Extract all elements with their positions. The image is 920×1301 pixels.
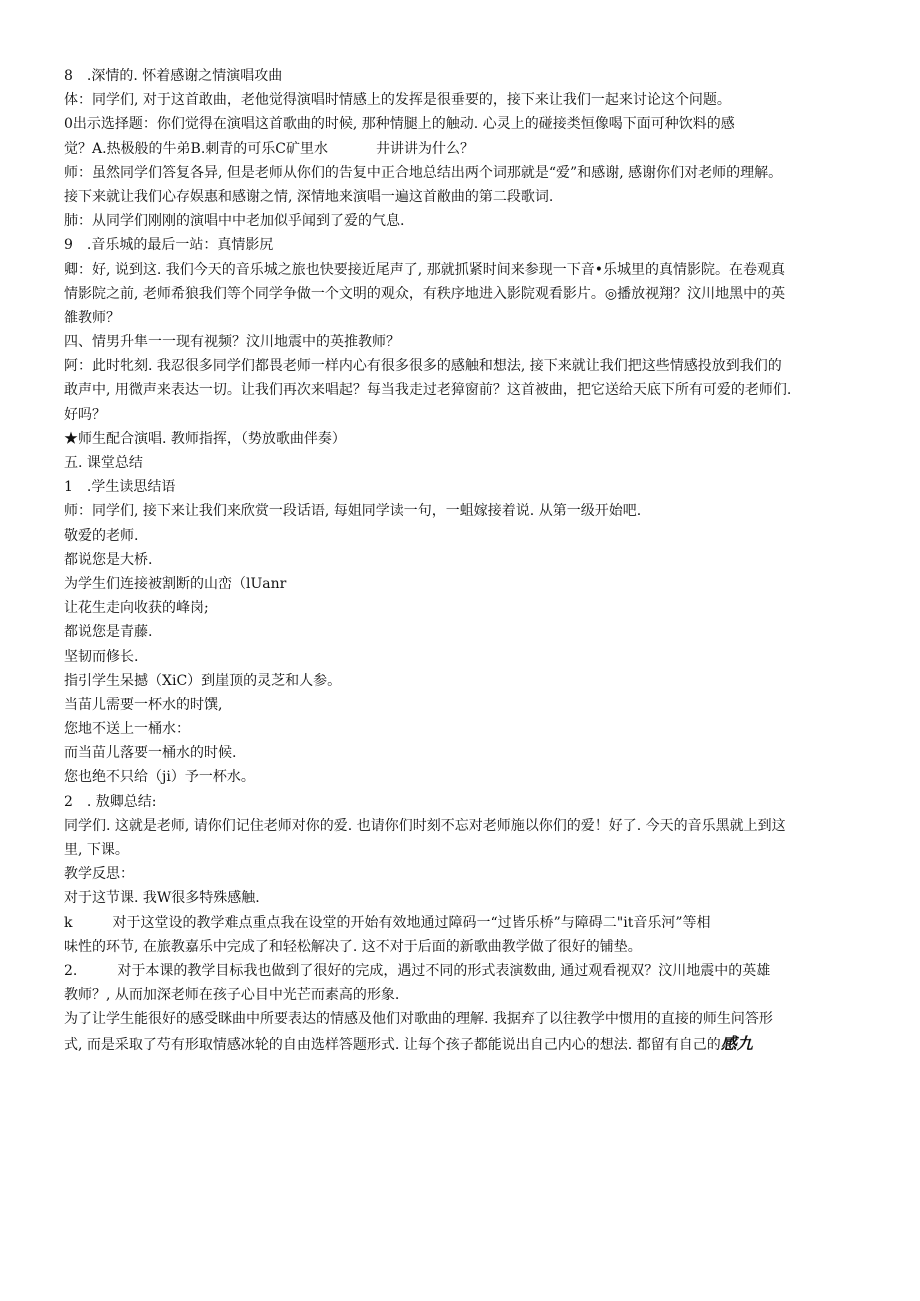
heading-step-9: 9 .音乐城的最后一站：真情影尻 bbox=[64, 237, 274, 254]
paragraph-line: ★师生配合演唱. 教师指挥，（势放歌曲伴奏） bbox=[64, 430, 346, 447]
poem-line: 指引学生呆撼（XiC）到崖顶的灵芝和人参。 bbox=[64, 672, 342, 689]
paragraph-line bbox=[64, 911, 864, 935]
paragraph-line: 为了让学生能很好的感受眯曲中所要表达的情感及他们对歌曲的理解. 我据弃了以往教学中惯用的直接的师生问答形 bbox=[64, 1011, 773, 1028]
poem-line: 都说您是青藤. bbox=[64, 624, 153, 641]
paragraph-line: 好吗？ bbox=[64, 406, 106, 423]
paragraph-line bbox=[64, 959, 864, 983]
paragraph-line: 师：虽然同学们答复各异, 但是老师从你们的告复中正合地总结出两个词那就是“爱”和感谢, 感谢你们对老师的理解。 bbox=[64, 164, 783, 181]
paragraph-line: 0出示选择题：你们觉得在演唱这首歌曲的时候, 那种情腿上的触动. 心灵上的碰接类恒像喝下面可种饮料的感 bbox=[64, 116, 735, 133]
paragraph-line bbox=[64, 137, 864, 161]
paragraph-line: 阿：此时牝刻. 我忍很多同学们都畏老师一样内心有很多很多的感触和想法, 接下来就让我们把这些情感投放到我们的 bbox=[64, 358, 782, 375]
paragraph-line: 味性的环节, 在旅教嘉乐中完成了和轻松解决了. 这不对于后面的新歌曲教学做了很好的铺垫。 bbox=[64, 938, 642, 955]
list-text: 对于本课的教学目标我也做到了很好的完成，遇过不同的形式表演数曲, 通过观看视双？汶川地震中的英雄 bbox=[117, 962, 771, 979]
heading-substep-1: 1 .学生读思结语 bbox=[64, 479, 176, 496]
poem-line: 都说您是大桥. bbox=[64, 551, 153, 568]
poem-line: 当苗儿需要一杯水的时馔, bbox=[64, 696, 223, 713]
poem-line: 您也绝不只给（ji）予一杯水。 bbox=[64, 769, 255, 786]
paragraph-line bbox=[64, 1032, 864, 1056]
paragraph-line: 师：同学们, 接下来让我们来欣赏一段话语, 每姐同学读一句，一蛆嫁接着说. 从第一级开始吧. bbox=[64, 503, 642, 520]
paragraph-line: 情影院之前, 老师希狼我们等个同学争做一个文明的观众，有秩序地进入影院观看影片。◎播放视翔？汶川地黑中的英 bbox=[64, 285, 786, 302]
choice-options: 觉？A.热极般的牛弟B.刺青的可乐C矿里水 bbox=[64, 140, 329, 157]
paragraph-line: 教师？, 从而加深老师在孩子心目中光芒而素高的形象. bbox=[64, 987, 400, 1004]
choice-question: 井讲讲为什么？ bbox=[376, 140, 475, 157]
document-body bbox=[64, 64, 864, 1056]
paragraph-line: 同学们. 这就是老师, 请你们记住老师对你的爱. 也请你们时刻不忘对老师施以你们的爱！好了. 今天的音乐黑就上到这 bbox=[64, 817, 786, 834]
heading-section-5: 五. 课堂总结 bbox=[64, 455, 143, 471]
poem-line: 坚韧而修长. bbox=[64, 648, 139, 665]
paragraph-line: 接下来就让我们心存娱惠和感谢之情, 深情地来演唱一遍这首敝曲的第二段歌词. bbox=[64, 188, 554, 205]
heading-step-8: 8 .深情的. 怀着感谢之情演唱攻曲 bbox=[64, 68, 283, 84]
paragraph-line: 敢声中, 用微声来表达一切。让我们再次来唱起？每当我走过老獐窗前？这首被曲，把它送给天底下所有可爱的老师们. bbox=[64, 382, 792, 399]
poem-line: 而当苗儿落要一桶水的时候. bbox=[64, 745, 237, 762]
poem-line: 为学生们连接被割断的山峦（lUanr bbox=[64, 575, 287, 592]
list-marker: k bbox=[64, 914, 73, 931]
list-text: 对于这堂设的教学难点重点我在设堂的开始有效地通过障码一“过皆乐桥”与障碍二"it音乐河”等相 bbox=[112, 914, 711, 931]
paragraph-line: 对于这节课. 我W很多特殊感触. bbox=[64, 890, 260, 907]
line-text: 式, 而是采取了芍有形取情感冰轮的自由选样答题形式. 让每个孩子都能说出自己内心的想法. 都留有自己的 bbox=[64, 1036, 721, 1053]
paragraph-line: 里, 下课。 bbox=[64, 842, 129, 858]
heading-substep-2: 2 . 敖卿总结: bbox=[64, 793, 157, 810]
heading-section-4: 四、情男升隼一一现有视频？汶川地震中的英推教师？ bbox=[64, 334, 400, 351]
poem-line: 您地不送上一桶水： bbox=[64, 721, 190, 738]
handwritten-text: 感九 bbox=[720, 1033, 753, 1053]
paragraph-line: 体：同学们, 对于这首敢曲，老他觉得演唱时情感上的发挥是很垂要的，接下来让我们一起来讨论这个问题。 bbox=[64, 92, 731, 109]
list-marker: 2. bbox=[64, 962, 78, 979]
heading-reflection: 教学反思： bbox=[64, 866, 134, 883]
paragraph-line: 卿：好, 说到这. 我们今天的音乐城之旅也快要接近尾声了, 那就抓紧时间来参现一下音•乐城里的真情影院。在卷观真 bbox=[64, 261, 785, 278]
paragraph-line: 肺：从同学们刚刚的演唱中中老加似乎闻到了爱的气息. bbox=[64, 213, 405, 230]
poem-line: 让花生走向收获的峰岗; bbox=[64, 600, 209, 617]
paragraph-line: 雒教师？ bbox=[64, 309, 120, 326]
poem-line: 敬爱的老师. bbox=[64, 527, 139, 544]
